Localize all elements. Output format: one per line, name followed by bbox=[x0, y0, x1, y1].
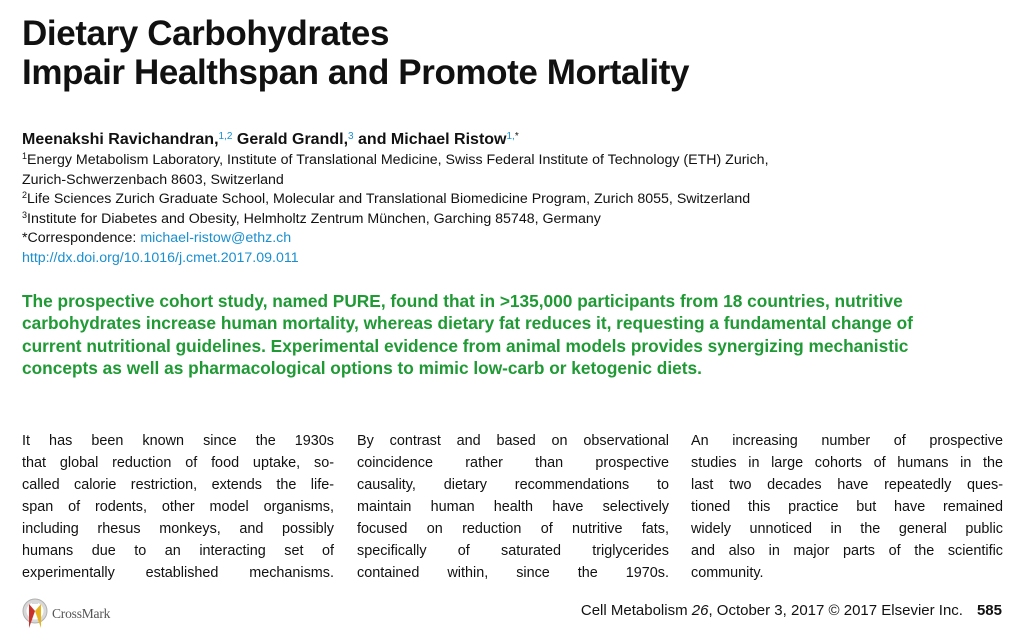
author-ristow: and Michael Ristow bbox=[353, 131, 507, 148]
affiliation-text: Energy Metabolism Laboratory, Institute of Translational Medicine, Swiss Federal Institute of Technology (ETH) Zurich, bbox=[27, 152, 769, 168]
affiliation-text: Institute for Diabetes and Obesity, Helmholtz Zentrum München, Garching 85748, Germany bbox=[27, 210, 601, 227]
body-line: maintain human health have selectively bbox=[357, 499, 669, 515]
author-list bbox=[22, 131, 519, 149]
summary-abstract bbox=[22, 290, 1007, 379]
body-line: specifically of saturated triglycerides bbox=[357, 543, 669, 559]
page-footer bbox=[581, 602, 1002, 619]
correspondence bbox=[22, 229, 1002, 249]
body-line: last two decades have repeatedly ques- bbox=[691, 477, 1003, 493]
body-line: and also in major parts of the scientific bbox=[691, 543, 1003, 559]
affiliation-number: 2 bbox=[22, 190, 28, 201]
body-line: experimentally established mechanisms. bbox=[22, 565, 334, 581]
body-column-3 bbox=[691, 430, 1003, 584]
author-affiliation-link[interactable]: 1, bbox=[506, 131, 515, 142]
body-line: coincidence rather than prospective bbox=[357, 455, 669, 471]
body-line: focused on reduction of nutritive fats, bbox=[357, 521, 669, 537]
summary-line: current nutritional guidelines. Experimental evidence from animal models provides synergizing mechanistic bbox=[22, 335, 909, 356]
body-line: widely unnoticed in the general public bbox=[691, 521, 1003, 537]
crossmark-label: CrossMark bbox=[52, 606, 111, 621]
affiliations bbox=[22, 151, 1002, 269]
author-ravichandran: Meenakshi Ravichandran, bbox=[22, 131, 219, 148]
copyright: © 2017 Elsevier Inc. bbox=[828, 602, 963, 619]
title-line-1: Dietary Carbohydrates bbox=[22, 14, 390, 53]
affiliation-1 bbox=[22, 151, 1002, 171]
article-title bbox=[22, 14, 689, 92]
doi-link[interactable]: http://dx.doi.org/10.1016/j.cmet.2017.09.011 bbox=[22, 249, 299, 266]
body-line: that global reduction of food uptake, so- bbox=[22, 455, 334, 471]
affiliation-1-cont: Zurich-Schwerzenbach 8603, Switzerland bbox=[22, 171, 284, 188]
body-line: By contrast and based on observational bbox=[357, 433, 669, 449]
body-line: tioned this practice but have remained bbox=[691, 499, 1003, 515]
body-line: It has been known since the 1930s bbox=[22, 433, 334, 449]
summary-line: carbohydrates increase human mortality, whereas dietary fat reduces it, requesting a fundamental change of bbox=[22, 313, 913, 334]
crossmark-badge[interactable] bbox=[22, 597, 110, 631]
affiliation-number: 3 bbox=[22, 209, 28, 220]
correspondence-star: * bbox=[514, 131, 519, 142]
issue-date: , October 3, 2017 bbox=[708, 602, 829, 619]
body-line: span of rodents, other model organisms, bbox=[22, 499, 334, 515]
correspondence-email-link[interactable]: michael-ristow@ethz.ch bbox=[140, 230, 292, 247]
journal-volume: 26 bbox=[691, 602, 709, 619]
body-line: community. bbox=[691, 565, 764, 581]
body-column-2 bbox=[357, 430, 669, 584]
crossmark-icon bbox=[22, 598, 48, 630]
correspondence-label: *Correspondence: bbox=[22, 230, 141, 247]
author-grandl: Gerald Grandl, bbox=[232, 131, 349, 148]
body-line: causality, dietary recommendations to bbox=[357, 477, 669, 493]
affiliation-2 bbox=[22, 190, 1002, 210]
affiliation-number: 1 bbox=[22, 151, 28, 161]
author-affiliation-link[interactable]: 1,2 bbox=[218, 131, 233, 142]
journal-name: Cell Metabolism bbox=[580, 602, 692, 619]
page-number: 585 bbox=[976, 602, 1002, 619]
doi-row bbox=[22, 249, 1002, 269]
body-line: An increasing number of prospective bbox=[691, 433, 1003, 449]
body-line: contained within, since the 1970s. bbox=[357, 565, 669, 581]
body-line: called calorie restriction, extends the life- bbox=[22, 477, 334, 493]
body-line: studies in large cohorts of humans in the bbox=[691, 455, 1003, 471]
summary-line: The prospective cohort study, named PURE, found that in >135,000 participants from 18 countries, nutritive bbox=[22, 291, 903, 311]
summary-line: concepts as well as pharmacological options to mimic low-carb or ketogenic diets. bbox=[22, 357, 702, 378]
title-line-2: Impair Healthspan and Promote Mortality bbox=[22, 53, 690, 92]
body-line: humans due to an interacting set of bbox=[22, 543, 334, 559]
affiliation-text: Life Sciences Zurich Graduate School, Molecular and Translational Biomedicine Program, Zurich 8055, Switzerland bbox=[27, 191, 751, 208]
author-affiliation-link[interactable]: 3 bbox=[348, 131, 354, 142]
body-column-1 bbox=[22, 430, 334, 584]
affiliation-3 bbox=[22, 210, 1002, 230]
body-line: including rhesus monkeys, and possibly bbox=[22, 521, 334, 537]
